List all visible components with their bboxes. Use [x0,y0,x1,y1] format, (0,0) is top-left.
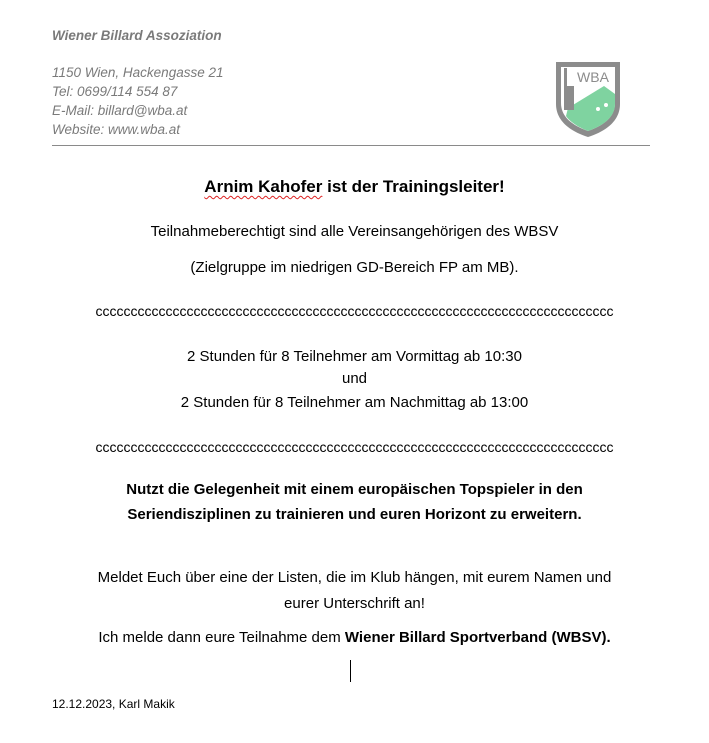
highlight-line: Nutzt die Gelegenheit mit einem europäischen Topspieler in den [126,481,583,498]
date-author: 12.12.2023, Karl Makik [52,697,175,711]
address-line: 1150 Wien, Hackengasse 21 [52,65,224,80]
separator-line: cccccccccccccccccccccccccccccccccccccccccccccccccccccccccccccccccccccccccc [95,303,614,319]
header-divider [52,145,650,146]
phone-line: Tel: 0699/114 554 87 [52,84,178,99]
signup-line: eurer Unterschrift an! [284,595,425,612]
notify-prefix: Ich melde dann eure Teilnahme dem [98,629,345,646]
email-line: E-Mail: billard@wba.at [52,103,188,118]
highlight-line: Seriendisziplinen zu trainieren und euren Horizont zu erweitern. [127,506,582,523]
target-group-line: (Zielgruppe im niedrigen GD-Bereich FP am MB). [190,259,519,276]
eligibility-line: Teilnahmeberechtigt sind alle Vereinsangehörigen des WBSV [150,223,559,240]
trainer-name: Arnim Kahofer [204,177,323,196]
notify-line [0,629,709,646]
wba-logo [554,60,622,138]
signup-line: Meldet Euch über eine der Listen, die im Klub hängen, mit eurem Namen und [97,569,612,586]
org-name: Wiener Billard Assoziation [52,28,222,43]
separator-line: cccccccccccccccccccccccccccccccccccccccccccccccccccccccccccccccccccccccccc [95,439,614,455]
federation-name: Wiener Billard Sportverband (WBSV). [344,629,611,646]
session-afternoon: 2 Stunden für 8 Teilnehmer am Nachmittag ab 13:00 [180,394,529,411]
session-connector: und [341,370,368,387]
session-morning: 2 Stunden für 8 Teilnehmer am Vormittag ab 10:30 [187,348,522,365]
text-cursor [350,660,351,682]
title-rest: ist der Trainingsleiter! [322,177,505,196]
logo-text: WBA [577,69,609,85]
document-title [0,177,709,197]
website-line: Website: www.wba.at [52,122,181,137]
